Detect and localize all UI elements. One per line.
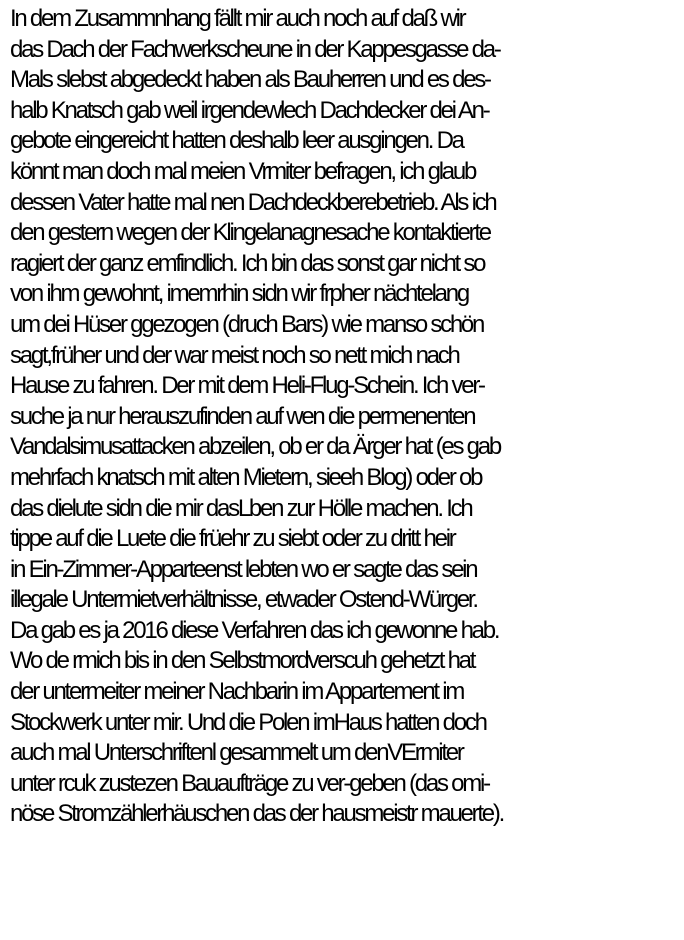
- text-line: den gestern wegen der Klingelanagnesache kontaktierte: [10, 219, 490, 247]
- text-line: das dielute sidn die mir dasLben zur Hölle machen. Ich: [10, 494, 472, 522]
- text-line: ragiert der ganz emfindlich. Ich bin das sonst gar nicht so: [10, 249, 485, 277]
- text-line: dessen Vater hatte mal nen Dachdeckberebetrieb. Als ich: [10, 188, 496, 216]
- text-line: suche ja nur herauszufinden auf wen die permenenten: [10, 402, 475, 430]
- text-line: Mals slebst abgedeckt haben als Bauherren und es des-: [10, 66, 490, 94]
- text-line: das Dach der Fachwerkscheune in der Kappesgasse da-: [10, 35, 500, 63]
- body-text: [10, 4, 680, 830]
- text-line: von ihm gewohnt, imemrhin sidn wir frpher nächtelang: [10, 280, 468, 308]
- text-line: in Ein-Zimmer-Apparteenst lebten wo er sagte das sein: [10, 555, 477, 583]
- text-line: der untermeiter meiner Nachbarin im Appartement im: [10, 678, 464, 706]
- text-line: könnt man doch mal meien Vrmiter befragen, ich glaub: [10, 157, 476, 185]
- text-line: In dem Zusammnhang fällt mir auch noch auf daß wir: [10, 5, 465, 32]
- text-line: Da gab es ja 2016 diese Verfahren das ich gewonne hab.: [10, 616, 499, 644]
- text-line: mehrfach knatsch mit alten Mietern, sieeh Blog) oder ob: [10, 463, 482, 491]
- text-line: halb Knatsch gab weil irgendewlech Dachdecker dei An-: [10, 96, 489, 124]
- text-line: Vandalsimusattacken abzeilen, ob er da Ärger hat (es gab: [10, 433, 500, 461]
- text-line: auch mal Unterschriftenl gesammelt um denVErmiter: [10, 739, 463, 767]
- text-line: um dei Hüser ggezogen (druch Bars) wie manso schön: [10, 310, 484, 338]
- text-line: tippe auf die Luete die früehr zu siebt oder zu dritt heir: [10, 525, 455, 553]
- text-line: illegale Untermietverhältnisse, etwader Ostend-Würger.: [10, 586, 477, 614]
- text-line: Stockwerk unter mir. Und die Polen imHaus hatten doch: [10, 708, 486, 736]
- text-line: gebote eingereicht hatten deshalb leer ausgingen. Da: [10, 127, 463, 155]
- text-line: unter rcuk zustezen Bauaufträge zu ver-geben (das omi-: [10, 769, 489, 797]
- text-line: nöse Stromzählerhäuschen das der hausmeistr mauerte).: [10, 800, 504, 828]
- text-line: Wo de rmich bis in den Selbstmordverscuh gehetzt hat: [10, 647, 475, 675]
- text-line: sagt,früher und der war meist noch so nett mich nach: [10, 341, 459, 369]
- text-line: Hause zu fahren. Der mit dem Heli-Flug-Schein. Ich ver-: [10, 372, 484, 400]
